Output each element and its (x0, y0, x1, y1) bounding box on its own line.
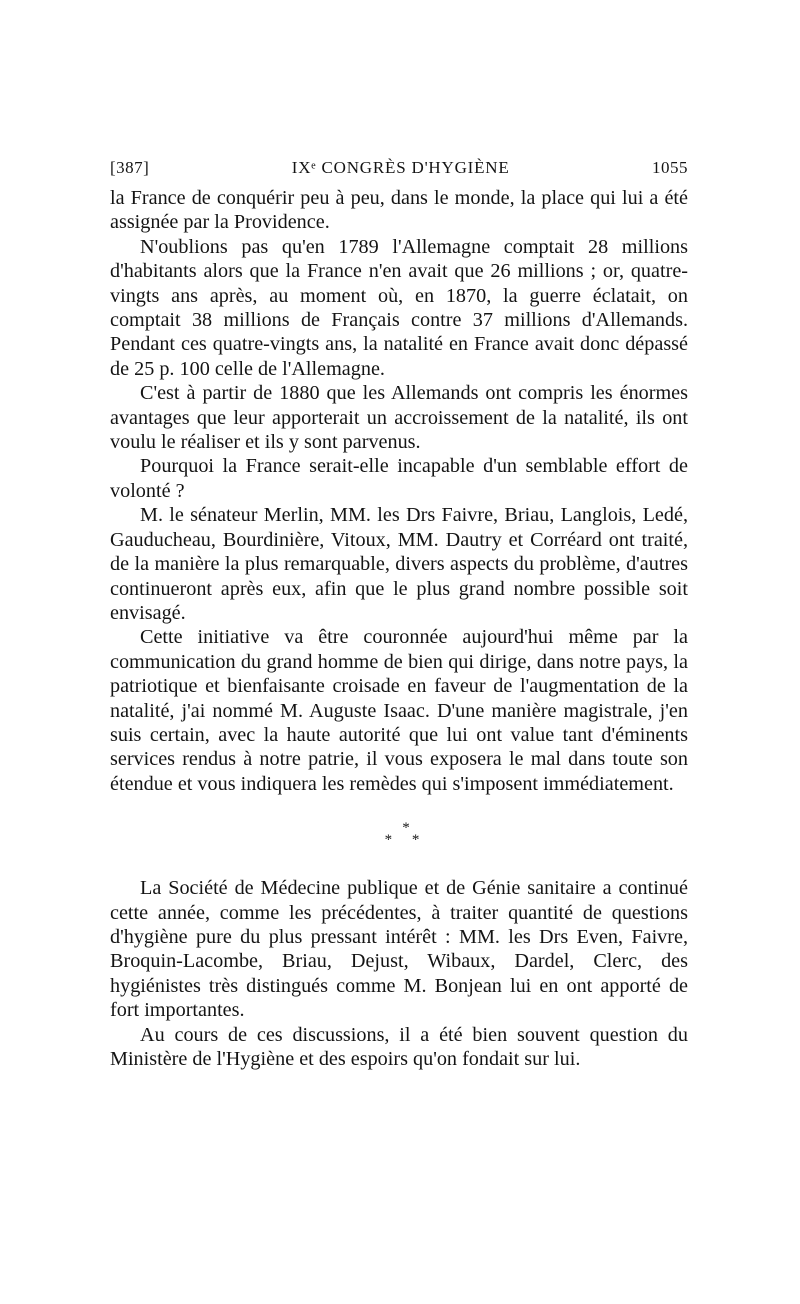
running-title: IXᵉ CONGRÈS D'HYGIÈNE (291, 158, 510, 177)
asterism-bottom: * * (384, 832, 428, 849)
section-asterism (110, 820, 688, 849)
paragraph: N'oublions pas qu'en 1789 l'Allemagne comptait 28 millions d'habitants alors que la France n'en avait que 26 millions ; or, quatre-vingts ans après, au moment où, en 1870, la guerre éclatait, on comptait 38 millions de Français contre 37 millions d'Allemands. Pendant ces quatre-vingts ans, la natalité en France avait donc dépassé de 25 p. 100 celle de l'Allemagne. (110, 235, 688, 380)
page-number: 1055 (652, 158, 688, 177)
paragraph: Pourquoi la France serait-elle incapable d'un semblable effort de volonté ? (110, 455, 688, 502)
paragraph: M. le sénateur Merlin, MM. les Drs Faivre, Briau, Langlois, Ledé, Gauducheau, Bourdinière, Vitoux, MM. Dautry et Corréard ont traité, de la manière la plus remarquable, divers aspects du problème, d'autres continueront après eux, afin que le plus grand nombre possible soit envisagé. (110, 504, 688, 624)
page-marker: [387] (110, 158, 150, 177)
book-page (110, 158, 688, 1071)
asterism-top: * (402, 820, 410, 837)
paragraph: C'est à partir de 1880 que les Allemands ont compris les énormes avantages que leur apporterait un accroissement de la natalité, ils ont voulu le réaliser et ils y sont parvenus. (110, 382, 688, 454)
running-head (110, 158, 688, 178)
paragraph: Au cours de ces discussions, il a été bien souvent question du Ministère de l'Hygiène et des espoirs qu'on fondait sur lui. (110, 1023, 688, 1070)
paragraph: la France de conquérir peu à peu, dans le monde, la place qui lui a été assignée par la Providence. (110, 187, 688, 234)
paragraph: Cette initiative va être couronnée aujourd'hui même par la communication du grand homme de bien qui dirige, dans notre pays, la patriotique et bienfaisante croisade en faveur de l'augmentation de la natalité, j'ai nommé M. Auguste Isaac. D'une manière magistrale, j'en suis certain, avec la haute autorité que lui ont value tant d'éminents services rendus à notre patrie, il vous exposera le mal dans toute son étendue et vous indiquera les remèdes qui s'imposent immédiatement. (110, 626, 688, 795)
body-text (110, 186, 688, 796)
body-text-section-2 (110, 876, 688, 1071)
paragraph: La Société de Médecine publique et de Génie sanitaire a continué cette année, comme les précédentes, à traiter quantité de questions d'hygiène pure du plus pressant intérêt : MM. les Drs Even, Faivre, Broquin-Lacombe, Briau, Dejust, Wibaux, Dardel, Clerc, des hygiénistes très distingués comme M. Bonjean lui en ont apporté de fort importantes. (110, 877, 688, 1022)
